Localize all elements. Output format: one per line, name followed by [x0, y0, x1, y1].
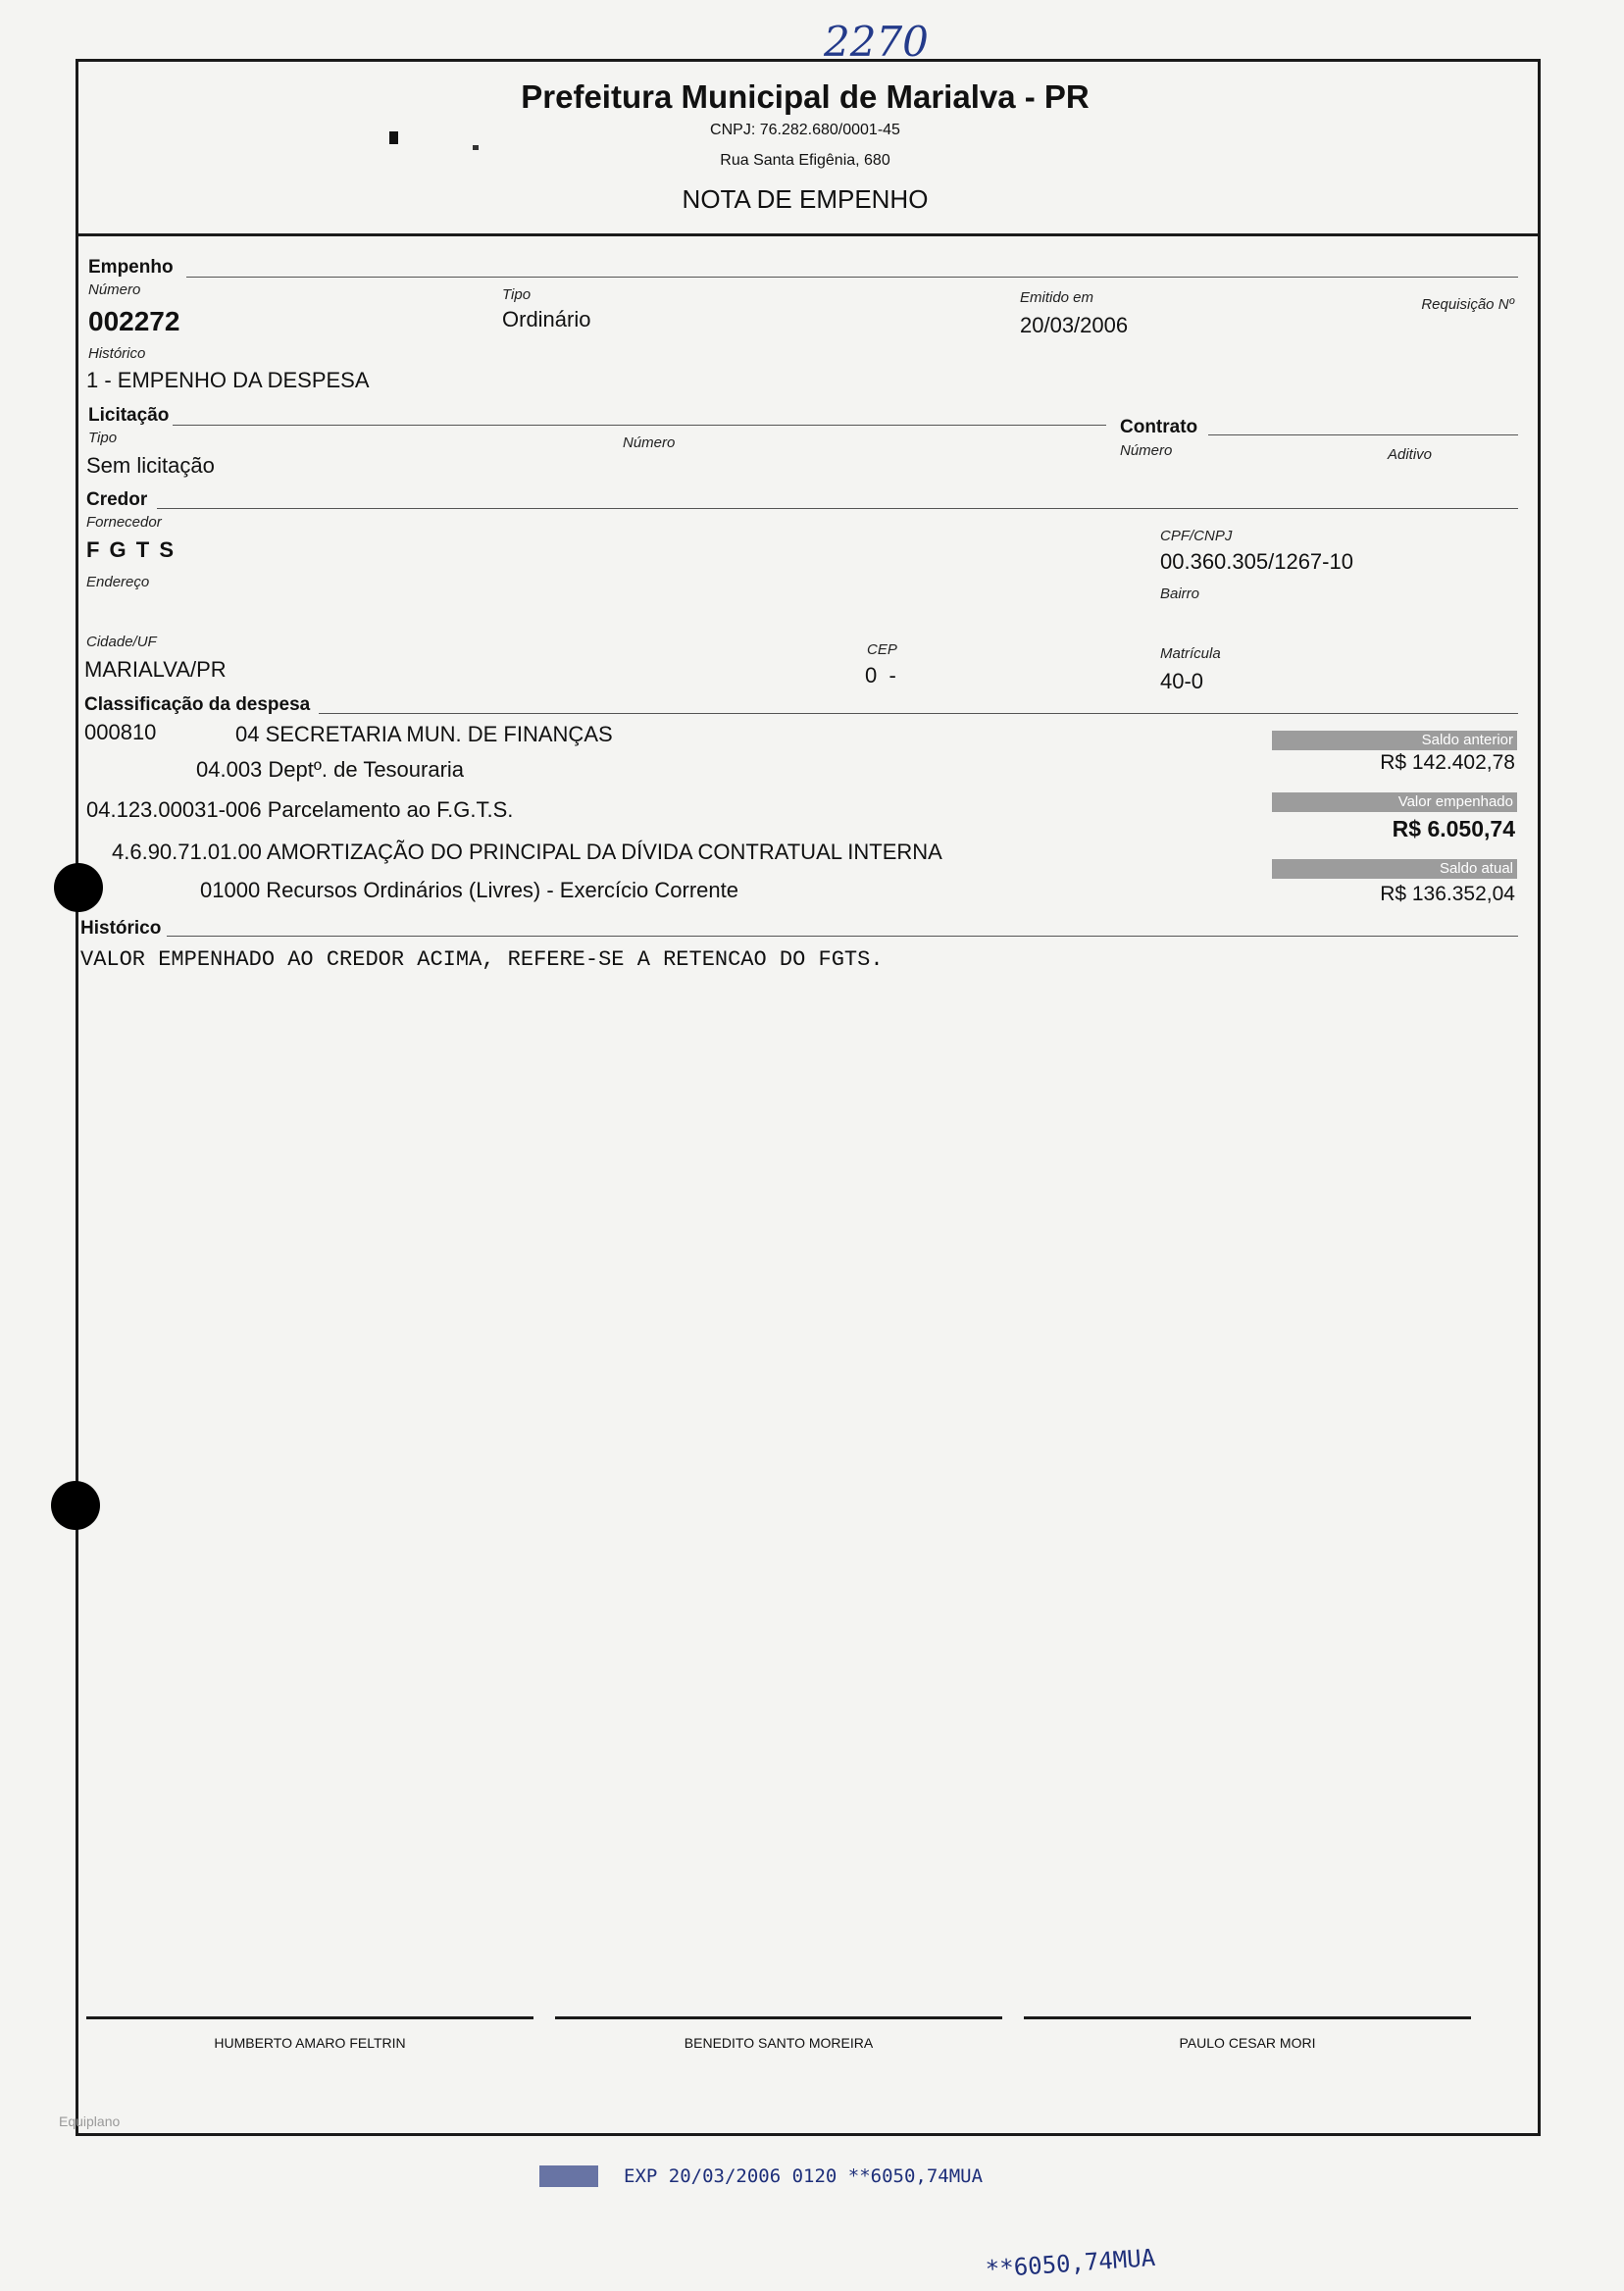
- contrato-aditivo-label: Aditivo: [1388, 446, 1433, 463]
- classificacao-unidade: 04.003 Deptº. de Tesouraria: [196, 757, 465, 782]
- speck-mark: [473, 145, 479, 150]
- bank-authentication-stamp: EXP 20/03/2006 0120 **6050,74MUA: [624, 2165, 984, 2187]
- stamp-logo: [539, 2165, 598, 2187]
- section-divider: [1208, 434, 1518, 435]
- requisicao-label: Requisição Nº: [1421, 296, 1514, 313]
- section-divider: [319, 713, 1518, 714]
- header-divider: [76, 233, 1538, 236]
- valor-empenhado-label: Valor empenhado: [1272, 792, 1517, 812]
- empenho-tipo: Ordinário: [502, 307, 591, 331]
- saldo-anterior-value: R$ 142.402,78: [1380, 751, 1515, 774]
- classificacao-recurso: 01000 Recursos Ordinários (Livres) - Exercício Corrente: [200, 878, 738, 902]
- section-divider: [173, 425, 1106, 426]
- section-divider: [167, 936, 1518, 937]
- saldo-anterior-label: Saldo anterior: [1272, 731, 1517, 750]
- emitido-date: 20/03/2006: [1020, 313, 1129, 337]
- cidade-label: Cidade/UF: [86, 634, 157, 650]
- cep-value: 0 -: [865, 663, 896, 687]
- cnpj-text: CNPJ: 76.282.680/0001-45: [710, 122, 900, 138]
- section-divider: [186, 277, 1518, 278]
- classificacao-code: 000810: [84, 720, 157, 744]
- punch-hole: [51, 1481, 100, 1530]
- document-type-title: NOTA DE EMPENHO: [682, 184, 929, 214]
- signature-line: [1024, 2016, 1471, 2019]
- section-classificacao: Classificação da despesa: [84, 694, 311, 715]
- cpf-cnpj-value: 00.360.305/1267-10: [1160, 549, 1353, 574]
- saldo-atual-value: R$ 136.352,04: [1380, 883, 1515, 905]
- empenho-numero: 002272: [88, 306, 180, 336]
- cidade-value: MARIALVA/PR: [84, 657, 227, 682]
- cpf-cnpj-label: CPF/CNPJ: [1160, 528, 1233, 544]
- page-title: Prefeitura Municipal de Marialva - PR: [521, 78, 1090, 115]
- historico-empenho-label: Histórico: [88, 345, 146, 362]
- punch-hole: [54, 863, 103, 912]
- historico-text: VALOR EMPENHADO AO CREDOR ACIMA, REFERE-SE A RETENCAO DO FGTS.: [80, 947, 884, 972]
- signature-line: [555, 2016, 1002, 2019]
- classificacao-orgao: 04 SECRETARIA MUN. DE FINANÇAS: [235, 722, 613, 746]
- historico-empenho: 1 - EMPENHO DA DESPESA: [86, 368, 370, 392]
- empenho-tipo-label: Tipo: [502, 286, 532, 303]
- section-contrato: Contrato: [1120, 417, 1198, 437]
- section-historico: Histórico: [80, 918, 162, 939]
- speck-mark: [389, 131, 398, 144]
- fornecedor-name: F G T S: [86, 537, 176, 562]
- bairro-label: Bairro: [1160, 585, 1200, 602]
- software-footer: Equiplano: [59, 2113, 121, 2129]
- signature-name: HUMBERTO AMARO FELTRIN: [214, 2035, 406, 2051]
- bank-authentication-stamp-2: **6050,74MUA: [985, 2243, 1156, 2283]
- empenho-numero-label: Número: [88, 281, 141, 298]
- matricula-label: Matrícula: [1160, 645, 1221, 662]
- section-credor: Credor: [86, 489, 148, 510]
- contrato-numero-label: Número: [1120, 442, 1173, 459]
- emitido-label: Emitido em: [1020, 289, 1094, 306]
- section-divider: [157, 508, 1518, 509]
- saldo-atual-label: Saldo atual: [1272, 859, 1517, 879]
- endereco-label: Endereço: [86, 574, 150, 590]
- licitacao-tipo: Sem licitação: [86, 453, 215, 478]
- matricula-value: 40-0: [1160, 669, 1204, 693]
- signature-line: [86, 2016, 533, 2019]
- address-text: Rua Santa Efigênia, 680: [720, 152, 890, 169]
- licitacao-numero-label: Número: [623, 434, 676, 451]
- handwritten-page-number: 2270: [824, 18, 929, 66]
- section-licitacao: Licitação: [88, 405, 170, 426]
- cep-label: CEP: [867, 641, 897, 658]
- signature-name: PAULO CESAR MORI: [1179, 2035, 1316, 2051]
- signature-name: BENEDITO SANTO MOREIRA: [684, 2035, 874, 2051]
- section-empenho: Empenho: [88, 257, 174, 278]
- fornecedor-label: Fornecedor: [86, 514, 162, 531]
- valor-empenhado-value: R$ 6.050,74: [1392, 816, 1515, 841]
- classificacao-programa: 04.123.00031-006 Parcelamento ao F.G.T.S.: [86, 797, 514, 822]
- licitacao-tipo-label: Tipo: [88, 430, 118, 446]
- classificacao-elemento: 4.6.90.71.01.00 AMORTIZAÇÃO DO PRINCIPAL DA DÍVIDA CONTRATUAL INTERNA: [112, 840, 942, 864]
